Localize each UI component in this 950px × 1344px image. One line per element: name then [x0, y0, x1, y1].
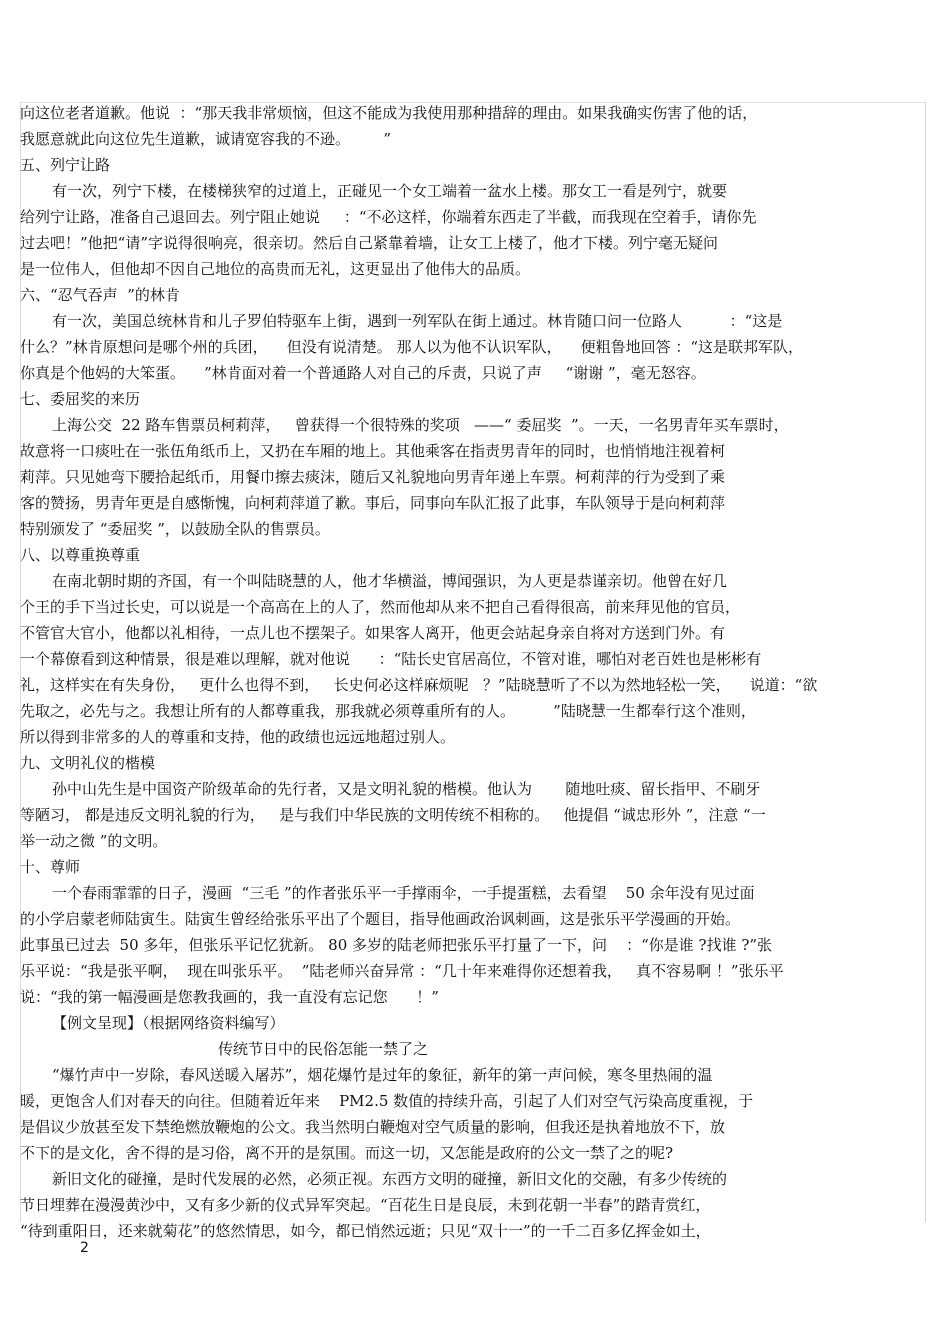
section-heading: 八、以尊重换尊重 — [20, 546, 141, 564]
text-line: 说：“我的第一幅漫画是您教我画的，我一直没有忘记您 ！” — [20, 988, 439, 1006]
text-line: 上海公交 22 路车售票员柯莉萍， 曾获得一个很特殊的奖项 ——“ 委屈奖 ”。一天，一名男青年买车票时， — [52, 416, 789, 434]
text-line: 此事虽已过去 50 多年，但张乐平记忆犹新。 80 多岁的陆老师把张乐平打量了一下，问 ：“你是谁 ?找谁 ?”张 — [20, 936, 773, 954]
text-line: 举一动之微 ”的文明。 — [20, 832, 168, 850]
text-line: 的小学启蒙老师陆寅生。陆寅生曾经给张乐平出了个题目，指导他画政治讽刺画，这是张乐平学漫画的开始。 — [20, 910, 741, 928]
page-number: 2 — [80, 1240, 89, 1256]
text-line: 个王的手下当过长史，可以说是一个高高在上的人了，然而他却从来不把自己看得很高，前来拜见他的官员， — [20, 598, 741, 616]
essay-title: 传统节日中的民俗怎能一禁了之 — [218, 1040, 429, 1058]
text-line: 向这位老者道歉。他说 ：“那天我非常烦恼，但这不能成为我使用那种措辞的理由。如果我确实伤害了他的话， — [20, 104, 758, 122]
text-line: 孙中山先生是中国资产阶级革命的先行者，又是文明礼貌的楷模。他认为 随地吐痰、留长指甲、不刷牙 — [52, 780, 761, 798]
text-line: 是倡议少放甚至发下禁绝燃放鞭炮的公文。我当然明白鞭炮对空气质量的影响，但我还是执着地放不下，放 — [20, 1118, 726, 1136]
text-line: 有一次，美国总统林肯和儿子罗伯特驱车上街，遇到一列军队在街上通过。林肯随口问一位路人 ：“这是 — [52, 312, 783, 330]
text-line: 所以得到非常多的人的尊重和支持，他的政绩也远远地超过别人。 — [20, 728, 456, 746]
text-line: 你真是个他妈的大笨蛋。 ”林肯面对着一个普通路人对自己的斥责，只说了声 “谢谢 ”，毫无怒容。 — [20, 364, 706, 382]
text-line: 先取之，必先与之。我想让所有的人都尊重我，那我就必须尊重所有的人。 ”陆晓慧一生都奉行这个准则， — [20, 702, 756, 720]
text-line: 是一位伟人，但他却不因自己地位的高贵而无礼，这更显出了他伟大的品质。 — [20, 260, 531, 278]
section-heading: 六、“忍气吞声 ”的林肯 — [20, 286, 180, 304]
text-line: 故意将一口痰吐在一张伍角纸币上，又扔在车厢的地上。其他乘客在指责男青年的同时，也悄悄地注视着柯 — [20, 442, 726, 460]
text-line: 暖，更饱含人们对春天的向往。但随着近年来 PM2.5 数值的持续升高，引起了人们对空气污染高度重视，于 — [20, 1092, 754, 1110]
section-heading: 九、文明礼仪的楷模 — [20, 754, 156, 772]
text-line: 节日埋葬在漫漫黄沙中，又有多少新的仪式异军突起。“百花生日是良辰，未到花朝一半春”的踏青赏红， — [20, 1196, 711, 1214]
text-line: 一个幕僚看到这种情景，很是难以理解，就对他说 ：“陆长史官居高位，不管对谁，哪怕对老百姓也是彬彬有 — [20, 650, 762, 668]
text-line: 客的赞扬，男青年更是自感惭愧，向柯莉萍道了歉。事后，同事向车队汇报了此事，车队领导于是向柯莉萍 — [20, 494, 726, 512]
text-line: 礼，这样实在有失身份， 更什么也得不到， 长史何必这样麻烦呢 ？”陆晓慧听了不以为然地轻松一笑， 说道：“欲 — [20, 676, 818, 694]
text-line: 有一次，列宁下楼，在楼梯狭窄的过道上，正碰见一个女工端着一盆水上楼。那女工一看是列宁，就要 — [52, 182, 728, 200]
text-line: 等陋习， 都是违反文明礼貌的行为， 是与我们中华民族的文明传统不相称的。 他提倡 “诚忠形外 ”，注意 “一 — [20, 806, 766, 824]
text-line: 特别颁发了 “委屈奖 ”，以鼓励全队的售票员。 — [20, 520, 330, 538]
text-line: “爆竹声中一岁除，春风送暖入屠苏”，烟花爆竹是过年的象征，新年的第一声问候，寒冬里热闹的温 — [52, 1066, 713, 1084]
text-line: 莉萍。只见她弯下腰拾起纸币，用餐巾擦去痰沫，随后又礼貌地向男青年递上车票。柯莉萍的行为受到了乘 — [20, 468, 726, 486]
text-line: 新旧文化的碰撞，是时代发展的必然，必须正视。东西方文明的碰撞，新旧文化的交融，有多少传统的 — [52, 1170, 728, 1188]
section-heading: 七、委屈奖的来历 — [20, 390, 141, 408]
text-line: 过去吧！”他把“请”字说得很响亮，很亲切。然后自己紧靠着墙，让女工上楼了，他才下楼。列宁毫无疑问 — [20, 234, 719, 252]
section-heading: 十、尊师 — [20, 858, 81, 876]
text-line: 一个春雨霏霏的日子，漫画 “三毛 ”的作者张乐平一手撑雨伞，一手提蛋糕，去看望 50 余年没有见过面 — [52, 884, 755, 902]
text-line: “待到重阳日，还来就菊花”的悠然情思，如今，都已悄然远逝；只见“双十一”的一千二百多亿挥金如土， — [20, 1222, 711, 1240]
text-line: 什么？”林肯原想问是哪个州的兵团， 但没有说清楚。 那人以为他不认识军队， 便粗鲁地回答 ：“这是联邦军队， — [20, 338, 804, 356]
example-heading: 【例文呈现】（根据网络资料编写） — [52, 1014, 285, 1032]
text-line: 不管官大官小，他都以礼相待，一点儿也不摆架子。如果客人离开，他更会站起身亲自将对方送到门外。有 — [20, 624, 726, 642]
section-heading: 五、列宁让路 — [20, 156, 111, 174]
text-line: 不下的是文化，舍不得的是习俗，离不开的是氛围。而这一切，又怎能是政府的公文一禁了之的呢? — [20, 1144, 674, 1162]
right-rule — [925, 102, 926, 1222]
text-line: 在南北朝时期的齐国，有一个叫陆晓慧的人，他才华横溢，博闻强识，为人更是恭谨亲切。他曾在好几 — [52, 572, 728, 590]
text-line: 我愿意就此向这位先生道歉，诚请宽容我的不逊。 ” — [20, 130, 392, 148]
text-line: 乐平说：“我是张平啊， 现在叫张乐平。 ”陆老师兴奋异常 ：“几十年来难得你还想着我， 真不容易啊 ！”张乐平 — [20, 962, 784, 980]
text-line: 给列宁让路，准备自己退回去。列宁阻止她说 ：“不必这样，你端着东西走了半截，而我现在空着手，请你先 — [20, 208, 757, 226]
